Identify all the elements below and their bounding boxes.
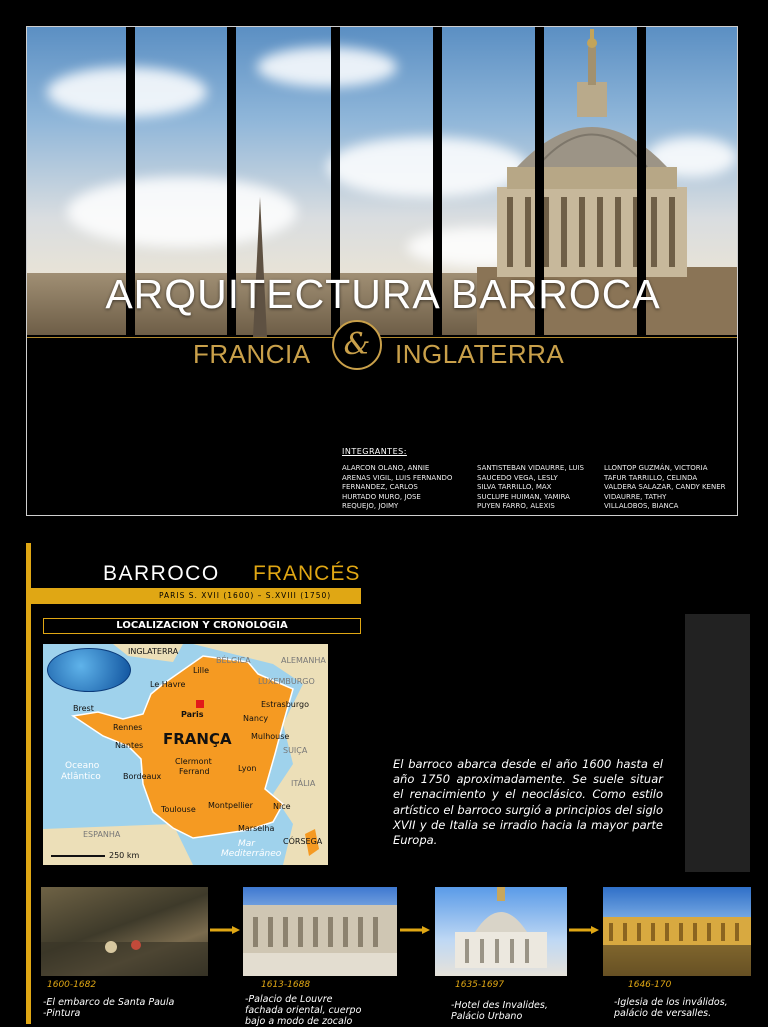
map-label: Nancy: [243, 714, 269, 723]
cloud: [257, 47, 397, 87]
intro-paragraph: El barroco abarca desde el año 1600 hasta el año 1750 aproximadamente. Se suele situar el renacimiento y el neoclásico. Como estilo artístico el barroco surgió a principios del siglo XVII y de Italia se irradio hacia la mayor parte Europa.: [393, 757, 663, 848]
map-label: Brest: [73, 704, 94, 713]
map-label: LUXEMBURGO: [258, 677, 315, 686]
map-label: Atlântico: [61, 772, 101, 782]
globe-icon: [47, 648, 131, 692]
map-label: Oceano: [65, 761, 100, 771]
timeline-caption: -Palacio de Louvre fachada oriental, cuerpo bajo a modo de zocalo: [245, 994, 362, 1027]
ampersand-badge: &: [332, 320, 382, 370]
gold-divider: [27, 337, 738, 338]
arrow-right-icon: [400, 926, 430, 934]
arrow-right-icon: [210, 926, 240, 934]
members-label: INTEGRANTES:: [342, 447, 407, 456]
map-scale: 250 km: [109, 851, 140, 860]
arrow-right-icon: [569, 926, 599, 934]
heading-barroco: BARROCO: [103, 562, 220, 585]
subtitle-france: FRANCIA: [193, 339, 311, 369]
members-column-2: SANTISTEBAN VIDAURRE, LUIS SAUCEDO VEGA, LESLY SILVA TARRILLO, MAX SUCLUPE HUIMAN, YAMIRA PUYEN FARRO, ALEXIS: [477, 464, 584, 510]
map-label: Toulouse: [161, 805, 196, 814]
timeline-caption: -Iglesia de los inválidos, palácio de versalles.: [614, 997, 728, 1019]
map-label: Clermont: [175, 757, 212, 766]
map-label: Nantes: [115, 741, 144, 750]
map-label: Bordeaux: [123, 772, 162, 781]
map-label: Le Havre: [150, 680, 186, 689]
subtitle-england: INGLATERRA: [395, 339, 565, 369]
map-label: Mulhouse: [251, 732, 290, 741]
map-label: FRANÇA: [163, 730, 232, 748]
timeline-photo-louvre: [243, 887, 397, 976]
map-label: SUIÇA: [283, 746, 308, 755]
map-label: BÉLGICA: [216, 656, 251, 665]
dark-side-panel: [685, 614, 750, 872]
map-label: Mediterrâneo: [221, 849, 282, 859]
timeline-photo-painting: [41, 887, 208, 976]
map-label: Lille: [193, 666, 210, 675]
timeline-year: 1600-1682: [47, 980, 97, 990]
map-label: Paris: [181, 710, 204, 719]
section-label: LOCALIZACION Y CRONOLOGIA: [43, 618, 361, 634]
timeline-photo-versailles: [603, 887, 751, 976]
map-label: Rennes: [113, 723, 143, 732]
map-label: Ferrand: [179, 767, 210, 776]
gold-vertical-bar: [26, 543, 31, 1024]
map-label: CÓRSEGA: [283, 837, 323, 846]
timeline-year: 1635-1697: [455, 980, 505, 990]
map-label: Montpellier: [208, 801, 253, 810]
dates-banner: [31, 590, 361, 604]
map-label: ALEMANHA: [281, 656, 326, 665]
timeline-year: 1613-1688: [261, 980, 311, 990]
map-label: INGLATERRA: [128, 647, 179, 656]
map-label: Lyon: [238, 764, 257, 773]
heading-frances: FRANCÉS: [253, 562, 361, 585]
dates-text: PARIS S. XVII (1600) – S.XVIII (1750): [159, 591, 332, 600]
slide-title: ARQUITECTURA BARROCA: [105, 271, 661, 317]
map-label: Nice: [273, 802, 291, 811]
map-label: Marselha: [238, 824, 275, 833]
timeline-caption: -El embarco de Santa Paula -Pintura: [43, 997, 175, 1019]
map-label: Estrasburgo: [261, 700, 309, 709]
members-column-1: ALARCON OLANO, ANNIE ARENAS VIGIL, LUIS FERNANDO FERNANDEZ, CARLOS HURTADO MURO, JOSE REQUEJO, JOIMY: [342, 464, 453, 510]
map-label: ITÁLIA: [291, 779, 316, 788]
map-label: Mar: [238, 839, 255, 849]
timeline-caption: -Hotel des Invalides, Palácio Urbano: [451, 1000, 548, 1022]
map-label: ESPANHA: [83, 830, 121, 839]
timeline-photo-invalides: [435, 887, 567, 976]
timeline-year: 1646-170: [628, 980, 672, 990]
members-column-3: LLONTOP GUZMÁN, VICTORIA TAFUR TARRILLO, CELINDA VALDERA SALAZAR, CANDY KENER VIDAURRE, TATHY VILLALOBOS, BIANCA: [604, 464, 726, 510]
france-map: [43, 644, 328, 865]
title-slide: [26, 26, 738, 516]
